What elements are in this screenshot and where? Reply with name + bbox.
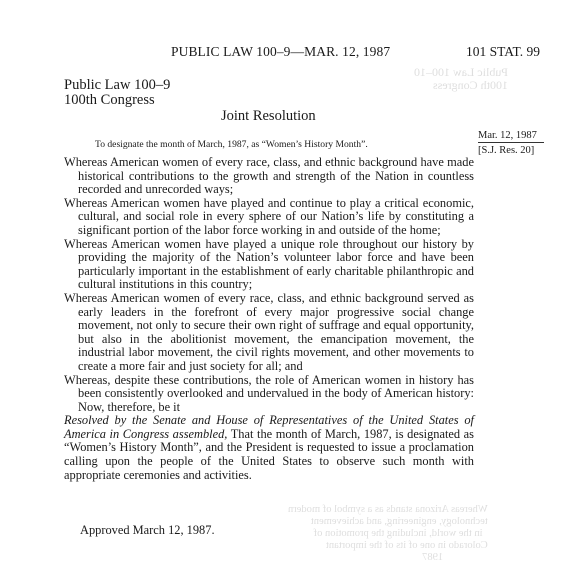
purpose-statement: To designate the month of March, 1987, as “Women’s History Month”. — [95, 139, 368, 150]
whereas-clause: Whereas American women have played a unique role throughout our history by providing the majority of the Nation’s volunteer labor force and have been particularly important in the establishment of early charitable philanthropic and cultural institutions in this country; — [64, 236, 474, 292]
reverse-side-bleed: Whereas Arizona stands as a symbol of modern technology, engineering, and achievement in the world, including the promotion of Colorado in one of its of the important 1987 — [288, 504, 488, 563]
law-number: Public Law 100–9 — [64, 77, 171, 93]
whereas-clause: Whereas American women have played and continue to play a critical economic, cultural, and social role in every sphere of our Nation’s life by constituting a significant portion of the labor force working in and outside of the home; — [64, 195, 474, 237]
resolution-text: That the month of March, 1987, is designated as “Women’s History Month”, and the President is requested to issue a proclamation calling upon the people of the United States to observe such month with appropriate ceremonies and activities. — [64, 426, 474, 482]
approval-date: Approved March 12, 1987. — [80, 523, 215, 537]
running-head: PUBLIC LAW 100–9—MAR. 12, 1987 — [171, 44, 391, 59]
whereas-clause: Whereas American women of every race, class, and ethnic background have made historical contributions to the growth and strength of the Nation in countless recorded and unrecorded ways; — [64, 155, 474, 197]
whereas-clause: Whereas American women of every race, class, and ethnic background served as early leaders in the forefront of every major progressive social change movement, not only to secure their own right of suffrage and equal opportunity, but also in the abolitionist movement, the emancipation movement, the industrial labor movement, the civil rights movement, and other movements to create a more fair and just society for all; and — [64, 290, 474, 373]
congress-number: 100th Congress — [64, 92, 155, 108]
whereas-clause: Whereas, despite these contributions, the role of American women in history has been consistently overlooked and undervalued in the body of American history: Now, therefore, be it — [64, 372, 474, 414]
sidenote-date: Mar. 12, 1987 — [478, 130, 537, 141]
sidenote-bill-number: [S.J. Res. 20] — [478, 145, 535, 156]
reverse-side-bleed: Public Law 100–10 100th Congress — [414, 65, 508, 92]
law-identification — [64, 78, 170, 108]
sidenote-divider — [478, 142, 544, 143]
resolving-clause — [64, 414, 474, 482]
document-type-title: Joint Resolution — [221, 108, 316, 124]
statute-page-reference: 101 STAT. 99 — [466, 44, 541, 59]
margin-sidenote — [478, 130, 544, 156]
enacting-clause: Resolved by the Senate and House of Representatives of the United States of America in Congress assembled, — [64, 413, 474, 441]
resolution-body — [64, 156, 474, 482]
